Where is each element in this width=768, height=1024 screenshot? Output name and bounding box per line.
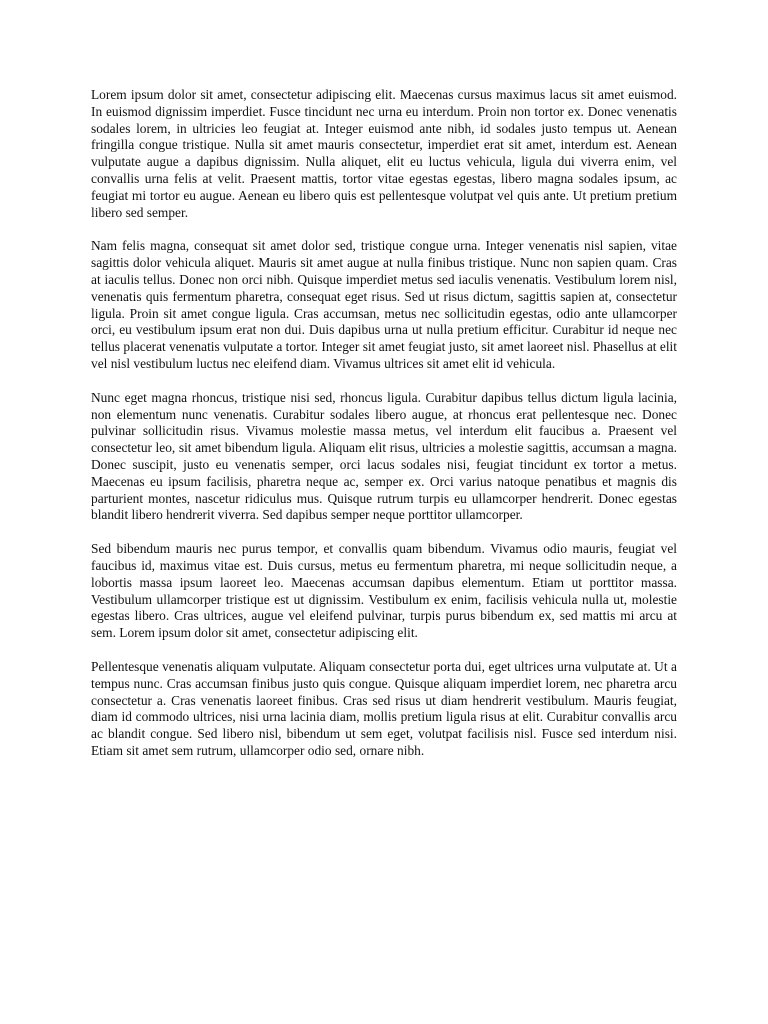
document-page	[91, 87, 677, 777]
paragraph-4: Sed bibendum mauris nec purus tempor, et convallis quam bibendum. Vivamus odio mauris, feugiat vel faucibus id, maximus vitae est. Duis cursus, metus eu fermentum pharetra, mi neque sollicitudin neque, a lobortis massa ipsum laoreet leo. Maecenas accumsan dapibus elementum. Etiam ut porttitor massa. Vestibulum ullamcorper tristique est ut dignissim. Vestibulum ex enim, facilisis vehicula nulla ut, molestie egestas libero. Cras ultrices, augue vel eleifend pulvinar, turpis purus bibendum ex, sed mattis mi arcu at sem. Lorem ipsum dolor sit amet, consectetur adipiscing elit.	[91, 541, 677, 641]
paragraph-1: Lorem ipsum dolor sit amet, consectetur adipiscing elit. Maecenas cursus maximus lacus sit amet euismod. In euismod dignissim imperdiet. Fusce tincidunt nec urna eu interdum. Proin non tortor ex. Donec venenatis sodales lorem, in ultricies leo feugiat at. Integer euismod ante nibh, id sodales justo tempus ut. Aenean fringilla congue tristique. Nulla sit amet mauris consectetur, imperdiet erat sit amet, interdum est. Aenean vulputate augue a dapibus dignissim. Nulla aliquet, elit eu luctus vehicula, ligula dui viverra enim, vel convallis urna felis at velit. Praesent mattis, tortor vitae egestas egestas, libero magna sodales ipsum, ac feugiat mi tortor eu augue. Aenean eu libero quis est pellentesque volutpat vel quis ante. Ut pretium pretium libero sed semper.	[91, 87, 677, 220]
paragraph-3: Nunc eget magna rhoncus, tristique nisi sed, rhoncus ligula. Curabitur dapibus tellus dictum ligula lacinia, non elementum nunc venenatis. Curabitur sodales libero augue, at rhoncus erat pellentesque nec. Donec pulvinar sollicitudin risus. Vivamus molestie massa metus, vel interdum elit faucibus a. Praesent vel consectetur leo, sit amet bibendum ligula. Aliquam elit risus, ultricies a molestie sagittis, accumsan a magna. Donec suscipit, justo eu venenatis semper, orci lacus sodales nisi, feugiat tincidunt ex tortor a metus. Maecenas eu ipsum facilisis, pharetra neque ac, semper ex. Orci varius natoque penatibus et magnis dis parturient montes, nascetur ridiculus mus. Quisque rutrum turpis eu ullamcorper hendrerit. Donec egestas blandit libero hendrerit viverra. Sed dapibus semper neque porttitor ullamcorper.	[91, 389, 677, 523]
paragraph-5: Pellentesque venenatis aliquam vulputate. Aliquam consectetur porta dui, eget ultrices urna vulputate at. Ut a tempus nunc. Cras accumsan finibus justo quis congue. Quisque aliquam imperdiet lorem, nec pharetra arcu consectetur a. Cras venenatis laoreet finibus. Cras sed risus ut diam hendrerit vestibulum. Mauris feugiat, diam id commodo ultrices, nisi urna lacinia diam, mollis pretium ligula risus at elit. Curabitur convallis arcu ac blandit congue. Sed libero nisl, bibendum ut sem eget, volutpat facilisis nisl. Fusce sed interdum nisi. Etiam sit amet sem rutrum, ullamcorper odio sed, ornare nibh.	[91, 658, 677, 758]
paragraph-2: Nam felis magna, consequat sit amet dolor sed, tristique congue urna. Integer venenatis nisl sapien, vitae sagittis dolor vehicula aliquet. Mauris sit amet augue at nulla finibus tristique. Nunc non sapien quam. Cras at iaculis tellus. Donec non orci nibh. Quisque imperdiet metus sed iaculis venenatis. Vestibulum lorem nisl, venenatis quis fermentum pharetra, consequat eget risus. Sed ut risus dictum, sagittis sapien at, consectetur ligula. Proin sit amet congue ligula. Cras accumsan, metus nec sollicitudin egestas, odio ante ullamcorper orci, eu vestibulum ipsum erat non dui. Duis dapibus urna ut nulla pretium efficitur. Curabitur id neque nec tellus placerat venenatis vulputate a tortor. Integer sit amet feugiat justo, sit amet laoreet nisl. Phasellus at elit vel nisl vestibulum luctus nec eleifend diam. Vivamus ultrices sit amet elit id vehicula.	[91, 238, 677, 371]
